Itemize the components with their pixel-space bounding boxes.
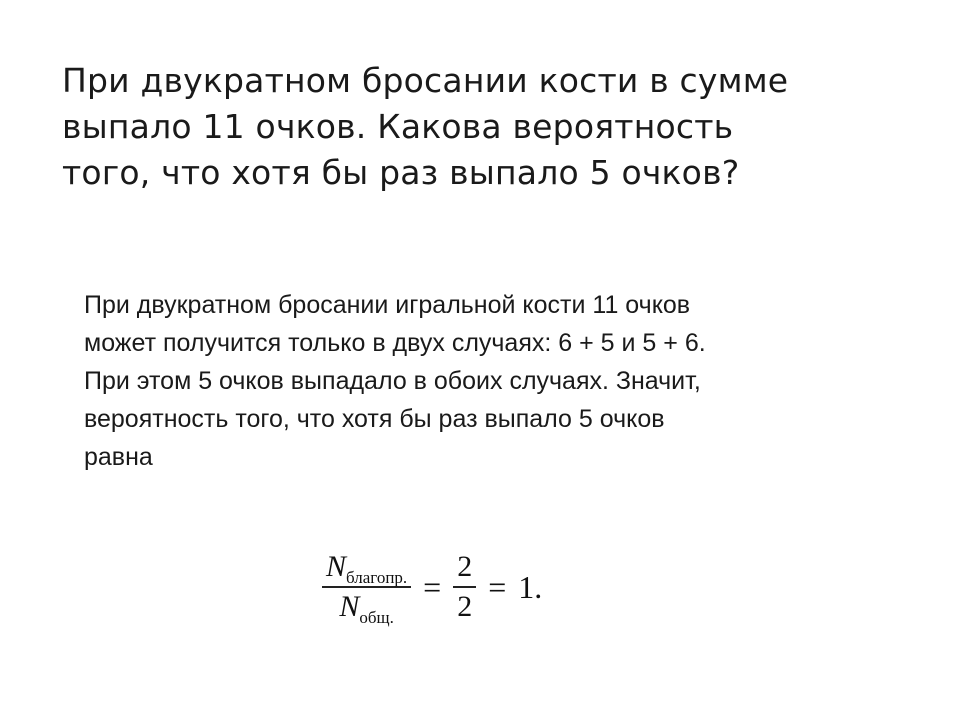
numerator-subscript: благопр. [346,568,408,587]
two-over-two-fraction [453,550,476,624]
fraction2-numerator: 2 [457,550,473,583]
equals-sign-1: = [423,568,442,605]
favorable-over-total-fraction [322,550,411,627]
solution-line-1: При двукратном бросании игральной кости 11 очков [84,291,691,319]
equals-sign-2: = [488,568,507,605]
problem-line-3: того, что хотя бы раз выпало 5 очков? [62,153,740,192]
problem-statement [62,58,902,196]
denominator-subscript: общ. [359,608,394,627]
fraction-denominator [335,590,398,627]
fraction2-denominator: 2 [457,590,473,623]
solution-line-2: может получится только в двух случаях: 6 + 5 и 5 + 6. [84,329,706,357]
numerator-symbol: N [326,550,347,583]
problem-line-1: При двукратном бросании кости в сумме [62,61,789,100]
solution-line-3: При этом 5 очков выпадало в обоих случаях. Значит, [84,367,701,395]
probability-formula [322,537,542,637]
denominator-symbol: N [339,590,360,623]
solution-line-4: вероятность того, что хотя бы раз выпало 5 очков [84,405,665,433]
solution-text [84,286,904,476]
problem-line-2: выпало 11 очков. Какова вероятность [62,107,734,146]
fraction-numerator [322,550,411,587]
solution-line-5: равна [84,443,153,471]
fraction2-bar [453,586,476,588]
result-value: 1. [518,568,543,605]
